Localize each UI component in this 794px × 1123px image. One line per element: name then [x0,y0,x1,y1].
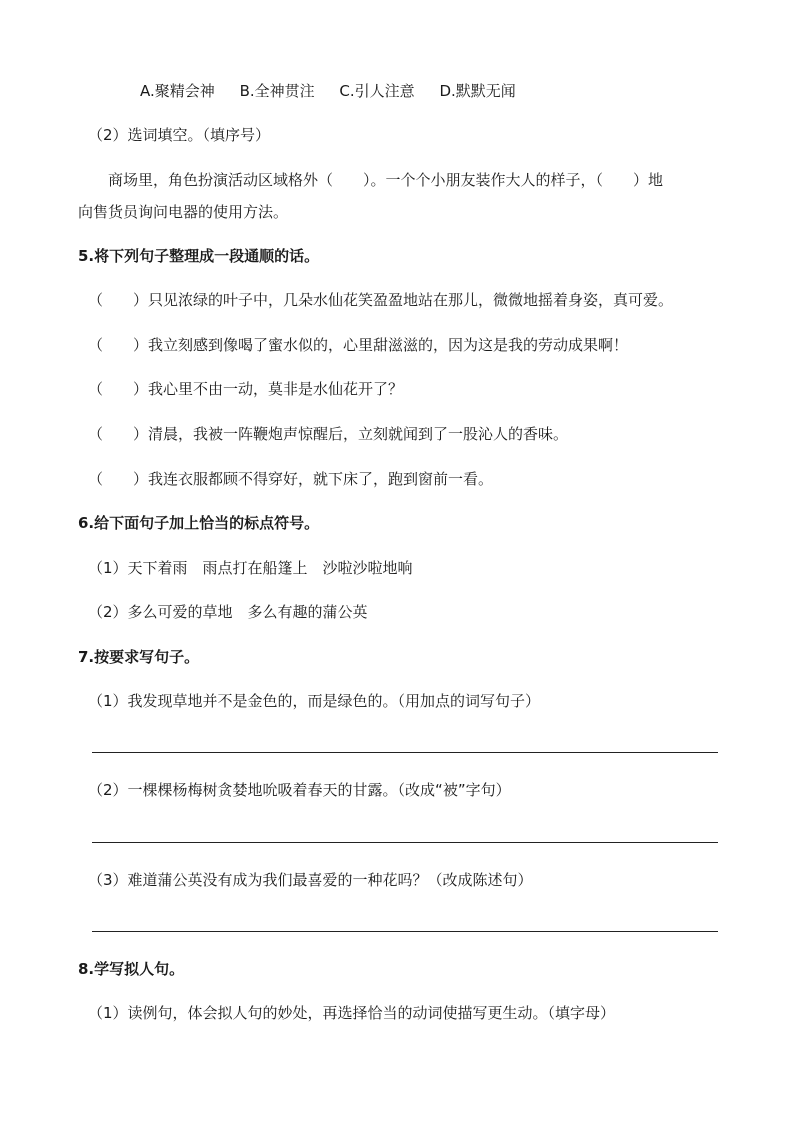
q7-item-3: （3）难道蒲公英没有成为我们最喜爱的一种花吗？（改成陈述句） [88,871,533,889]
q5-item-1: （ ）只见浓绿的叶子中，几朵水仙花笑盈盈地站在那儿，微微地摇着身姿，真可爱。 [88,291,674,309]
q4-part2-title: （2）选词填空。（填序号） [88,126,271,144]
q6-item-2: （2）多么可爱的草地 多么有趣的蒲公英 [88,603,368,621]
option-a: A.聚精会神 [140,82,215,100]
q5-item-3: （ ）我心里不由一动，莫非是水仙花开了？ [88,380,404,398]
q6-item-1: （1）天下着雨 雨点打在船篷上 沙啦沙啦地响 [88,559,413,577]
option-d: D.默默无闻 [439,82,516,100]
answer-line-2[interactable] [92,842,718,843]
q4-passage-line1: 商场里，角色扮演活动区域格外（ ）。一个个小朋友装作大人的样子，（ ）地 [108,171,664,189]
q8-item-1: （1）读例句，体会拟人句的妙处，再选择恰当的动词使描写更生动。（填字母） [88,1004,616,1022]
options-row [140,81,536,101]
q7-item-2: （2）一棵棵杨梅树贪婪地吮吸着春天的甘露。（改成“被”字句） [88,781,511,799]
q5-item-4: （ ）清晨，我被一阵鞭炮声惊醒后，立刻就闻到了一股沁人的香味。 [88,425,569,443]
option-b: B.全神贯注 [239,82,315,100]
q5-item-2: （ ）我立刻感到像喝了蜜水似的，心里甜滋滋的，因为这是我的劳动成果啊！ [88,336,629,354]
q5-heading: 5.将下列句子整理成一段通顺的话。 [78,247,320,265]
q7-heading: 7.按要求写句子。 [78,648,200,666]
answer-line-3[interactable] [92,931,718,932]
q5-item-5: （ ）我连衣服都顾不得穿好，就下床了，跑到窗前一看。 [88,470,494,488]
option-c: C.引人注意 [339,82,415,100]
q7-item-1: （1）我发现草地并不是金色的，而是绿色的。（用加点的词写句子） [88,692,541,710]
q8-heading: 8.学写拟人句。 [78,960,185,978]
q4-passage-line2: 向售货员询问电器的使用方法。 [78,203,289,221]
answer-line-1[interactable] [92,752,718,753]
q6-heading: 6.给下面句子加上恰当的标点符号。 [78,514,320,532]
